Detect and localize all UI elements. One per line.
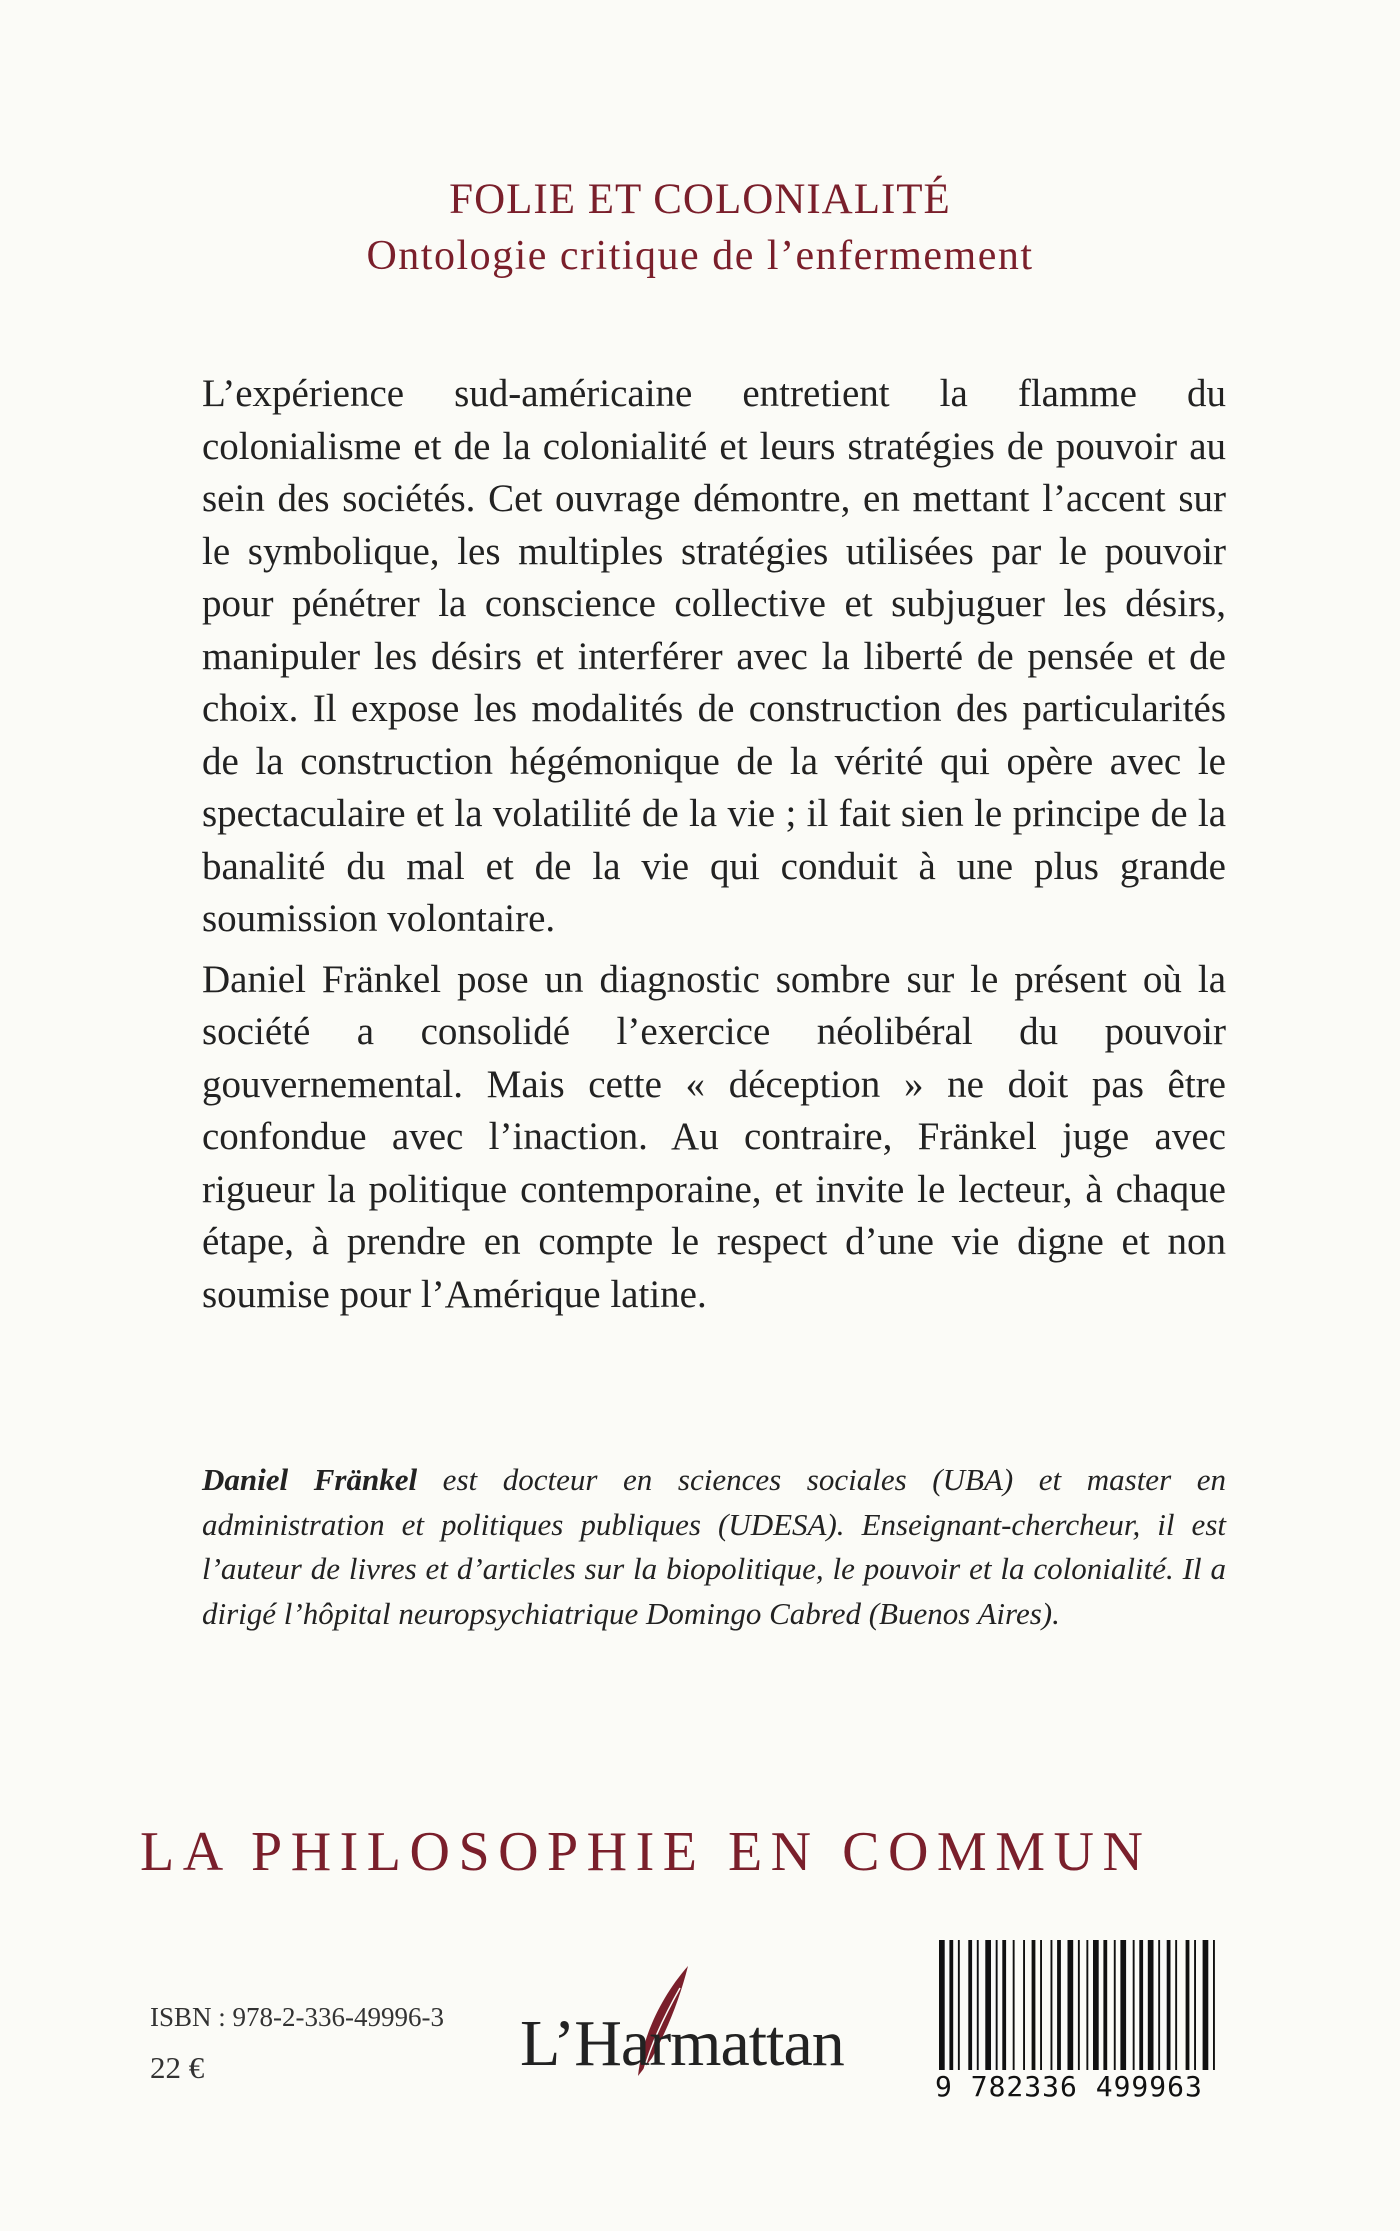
barcode-bar xyxy=(1133,1940,1135,2075)
book-title: FOLIE ET COLONIALITÉ xyxy=(449,176,951,223)
barcode-bar xyxy=(1093,1940,1099,2075)
publisher-logo xyxy=(520,1958,850,2108)
summary-paragraph-2: Daniel Fränkel pose un diagnostic sombre sur le présent où la société a consolidé l’exercice néolibéral du pouvoir gouvernemental. Mais cette « déception » ne doit pas être confondue avec l’inaction. Au contraire, Fränkel juge avec rigueur la politique contemporaine, et invite le lecteur, à chaque étape, à prendre en compte le respect d’une vie digne et non soumise pour l’Amérique latine. xyxy=(202,957,1226,1316)
barcode-bar xyxy=(1023,1940,1025,2075)
barcode-bar xyxy=(1114,1940,1116,2075)
barcode-bar xyxy=(1057,1940,1061,2075)
barcode-bar xyxy=(1167,1940,1171,2075)
barcode-bar xyxy=(968,1940,972,2075)
barcode-bar xyxy=(1120,1940,1126,2075)
barcode-bar xyxy=(939,1940,945,2075)
barcode-bar xyxy=(985,1940,991,2075)
summary-paragraph-1: L’expérience sud-américaine entretient la flamme du colonialisme et de la colonialité et leurs stratégies de pouvoir au sein des sociétés. Cet ouvrage démontre, en mettant l’accent sur le symbolique, les multiples stratégies utilisées par le pouvoir pour pénétrer la conscience collective et subjuguer les désirs, manipuler les désirs et interférer avec la liberté de pensée et de choix. Il expose les modalités de construction des particularités de la construction hégémonique de la vérité qui opère avec le spectaculaire et la volatilité de la vie ; il fait sien le principe de la banalité du mal et de la vie qui conduit à une plus grande soumission volontaire. xyxy=(202,372,1226,940)
barcode-bar xyxy=(1213,1940,1215,2075)
barcode-bar xyxy=(958,1940,960,2075)
barcode-bar xyxy=(1032,1940,1036,2075)
collection-name: LA PHILOSOPHIE EN COMMUN xyxy=(140,1821,1152,1883)
summary-text xyxy=(202,368,1226,1321)
barcode-bar xyxy=(1002,1940,1006,2075)
barcode-bar xyxy=(1186,1940,1190,2075)
isbn: ISBN : 978-2-336-49996-3 xyxy=(150,2002,444,2032)
barcode-bar xyxy=(1086,1940,1088,2075)
barcode-bar xyxy=(1148,1940,1154,2075)
barcode-bar xyxy=(1040,1940,1042,2075)
barcode-bar xyxy=(1051,1940,1053,2075)
barcode-bar xyxy=(996,1940,998,2075)
price: 22 € xyxy=(150,2050,205,2085)
author-bio xyxy=(202,1458,1226,1636)
barcode-bar xyxy=(1158,1940,1160,2075)
barcode-bar xyxy=(977,1940,979,2075)
barcode-bar xyxy=(1103,1940,1107,2075)
barcode-bar xyxy=(1068,1940,1074,2075)
book-subtitle: Ontologie critique de l’enfermement xyxy=(366,233,1034,279)
barcode-bar xyxy=(949,1940,953,2075)
barcode-bar xyxy=(1013,1940,1015,2075)
barcode-bar xyxy=(1139,1940,1143,2075)
barcode-number: 9 782336 499963 xyxy=(935,2070,1225,2103)
publisher-name: L’Harmattan xyxy=(520,2007,844,2080)
title-block xyxy=(0,172,1400,284)
author-bio-text: est docteur en sciences sociales (UBA) et master en administration et politiques publiques (UDESA). Enseignant-chercheur, il est l’auteur de livres et d’articles sur la biopolitique, le pouvoir et la colonialité. Il a dirigé l’hôpital neuropsychiatrique Domingo Cabred (Buenos Aires). xyxy=(202,1462,1226,1631)
barcode-bar xyxy=(1194,1940,1196,2075)
author-name: Daniel Fränkel xyxy=(202,1462,418,1497)
barcode-bar xyxy=(1175,1940,1177,2075)
barcode-bar xyxy=(1203,1940,1209,2075)
barcode-bar xyxy=(1078,1940,1080,2075)
